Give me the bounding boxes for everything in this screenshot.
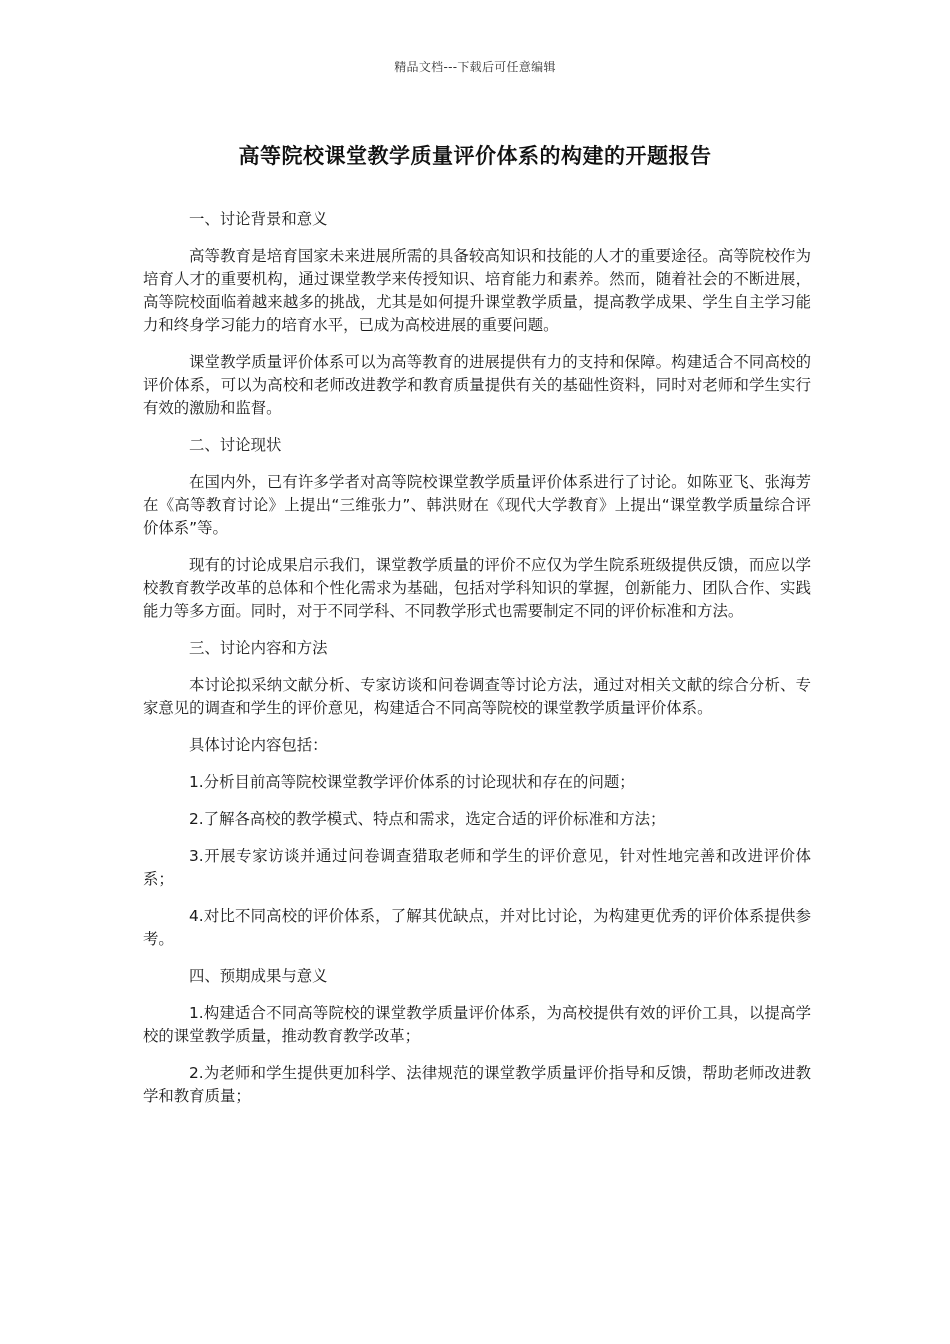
- paragraph: 本讨论拟采纳文献分析、专家访谈和问卷调查等讨论方法，通过对相关文献的综合分析、专家意见的调查和学生的评价意见，构建适合不同高等院校的课堂教学质量评价体系。: [143, 676, 811, 717]
- document-title: 高等院校课堂教学质量评价体系的构建的开题报告: [238, 144, 712, 168]
- list-item: 2.为老师和学生提供更加科学、法律规范的课堂教学质量评价指导和反馈，帮助老师改进教学和教育质量；: [143, 1064, 811, 1105]
- header-note: 精品文档---下载后可任意编辑: [394, 60, 556, 74]
- section-heading-background: 一、讨论背景和意义: [189, 210, 328, 228]
- paragraph: 高等教育是培育国家未来进展所需的具备较高知识和技能的人才的重要途径。高等院校作为培育人才的重要机构，通过课堂教学来传授知识、培育能力和素养。然而，随着社会的不断进展，高等院校面临着越来越多的挑战，尤其是如何提升课堂教学质量，提高教学成果、学生自主学习能力和终身学习能力的培育水平，已成为高校进展的重要问题。: [143, 247, 811, 334]
- section-heading-status: 二、讨论现状: [189, 436, 282, 454]
- list-item: 1.构建适合不同高等院校的课堂教学质量评价体系，为高校提供有效的评价工具，以提高学校的课堂教学质量，推动教育教学改革；: [143, 1004, 811, 1045]
- paragraph: 课堂教学质量评价体系可以为高等教育的进展提供有力的支持和保障。构建适合不同高校的评价体系，可以为高校和老师改进教学和教育质量提供有关的基础性资料，同时对老师和学生实行有效的激励和监督。: [143, 353, 811, 417]
- paragraph: 具体讨论内容包括：: [189, 736, 328, 754]
- document-body: [143, 208, 811, 1122]
- section-heading-outcomes: 四、预期成果与意义: [189, 967, 328, 985]
- list-item: 3.开展专家访谈并通过问卷调查猎取老师和学生的评价意见，针对性地完善和改进评价体系；: [143, 847, 811, 888]
- list-item: 2.了解各高校的教学模式、特点和需求，选定合适的评价标准和方法；: [189, 810, 666, 828]
- paragraph: 现有的讨论成果启示我们，课堂教学质量的评价不应仅为学生院系班级提供反馈，而应以学校教育教学改革的总体和个性化需求为基础，包括对学科知识的掌握，创新能力、团队合作、实践能力等多方面。同时，对于不同学科、不同教学形式也需要制定不同的评价标准和方法。: [143, 556, 811, 620]
- list-item: 4.对比不同高校的评价体系，了解其优缺点，并对比讨论，为构建更优秀的评价体系提供参考。: [143, 907, 811, 948]
- list-item: 1.分析目前高等院校课堂教学评价体系的讨论现状和存在的问题；: [189, 773, 635, 791]
- section-heading-content-methods: 三、讨论内容和方法: [189, 639, 328, 657]
- paragraph: 在国内外，已有许多学者对高等院校课堂教学质量评价体系进行了讨论。如陈亚飞、张海芳在《高等教育讨论》上提出“三维张力”、韩洪财在《现代大学教育》上提出“课堂教学质量综合评价体系”等。: [143, 473, 811, 537]
